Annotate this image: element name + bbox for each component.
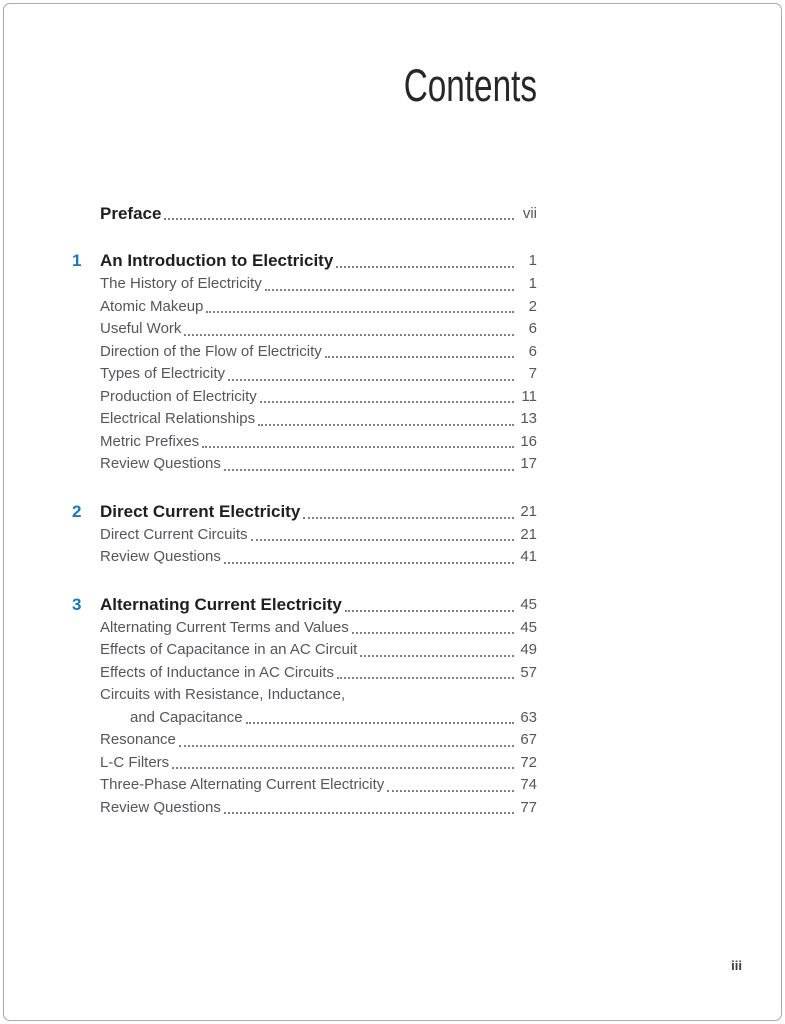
toc-entry-row [100,341,537,364]
page-number: 67 [520,731,537,748]
chapter-title: Direct Current Electricity [100,501,301,521]
leader-dots [224,812,514,814]
toc-entry-label: Review Questions [100,455,221,472]
toc-entry-row [100,617,537,640]
page-number: 63 [520,708,537,726]
page-number: 77 [520,798,537,816]
leader-dots [336,266,514,268]
toc-entry-row [100,662,537,685]
page-number: 6 [528,342,537,360]
page-number: 2 [528,297,537,315]
toc-entry-label: Circuits with Resistance, Inductance, [100,686,346,703]
leader-dots [251,539,514,541]
toc-entry-label: Direction of the Flow of Electricity [100,342,322,360]
leader-dots [265,289,514,291]
page-number: 11 [521,387,537,405]
leader-dots [345,610,514,612]
leader-dots [260,401,514,403]
toc-entry-row [100,729,537,752]
leader-dots [184,334,514,336]
toc-section-chapter-1 [72,249,537,476]
toc-entry-row [100,546,537,569]
page-number: 6 [528,320,537,337]
chapter-number: 2 [72,501,82,521]
leader-dots [172,767,514,769]
leader-dots [352,632,514,634]
page-number: 45 [520,618,537,636]
toc-entry-row [100,408,537,431]
toc-entry-label: Production of Electricity [100,387,257,405]
page-number: 17 [520,455,537,472]
toc-preface-row [72,202,537,225]
toc-entry-label: Effects of Inductance in AC Circuits [100,663,335,681]
toc-entry-label: Types of Electricity [100,365,226,382]
toc-entry-label: Direct Current Circuits [100,525,248,543]
page-number: 1 [528,275,537,292]
page-number: 74 [520,776,537,793]
page-number: 41 [520,548,537,565]
page-number: 72 [520,753,537,771]
preface-label: Preface [100,204,162,223]
leader-dots [228,379,514,381]
page-number: 1 [528,252,537,269]
toc-entry-label: Atomic Makeup [100,297,204,315]
toc-entry-row [100,752,537,775]
chapter-heading-row [72,249,537,273]
toc-entry-label: Electrical Relationships [100,410,256,427]
leader-dots [325,356,514,358]
leader-dots [387,790,514,792]
toc-entry-row [100,431,537,454]
page-number: 45 [520,595,537,613]
chapter-number: 3 [72,594,82,614]
toc-entry-label: L-C Filters [100,753,170,771]
toc-entry-row [100,453,537,476]
toc-entry-label: Review Questions [100,548,221,565]
leader-dots [360,655,514,657]
toc-section-chapter-3 [72,593,537,820]
toc-entry-row [100,318,537,341]
toc-entry-row [100,296,537,319]
page-number: 21 [520,502,537,520]
toc-section-chapter-2 [72,500,537,569]
leader-dots [202,446,514,448]
leader-dots [224,469,514,471]
leader-dots [164,218,514,220]
toc-entry-label: Three-Phase Alternating Current Electricity [100,776,385,793]
chapter-heading-row [72,500,537,524]
leader-dots [258,424,514,426]
toc-entry-label: The History of Electricity [100,275,262,292]
page-number: 13 [520,410,537,427]
toc-entry-label: Metric Prefixes [100,432,200,450]
leader-dots [179,745,514,747]
toc-entry-row [100,363,537,386]
leader-dots [337,677,514,679]
leader-dots [206,311,514,313]
page-number: vii [522,205,537,222]
page-folio: iii [731,958,742,973]
toc-entry-row [100,386,537,409]
chapter-title: An Introduction to Electricity [100,251,334,270]
page-number: 16 [520,432,537,450]
leader-dots [224,562,514,564]
toc-entry-label: Review Questions [100,798,221,816]
toc-entry-row [100,524,537,547]
page-number: 7 [528,365,537,382]
chapter-title: Alternating Current Electricity [100,594,342,614]
leader-dots [246,722,514,724]
toc-entry-continuation: and Capacitance [130,708,243,726]
toc-entry-label: Effects of Capacitance in an AC Circuit [100,641,358,658]
toc-entry-row-wrapped-line1 [100,684,537,707]
page-title: Contents [403,60,537,111]
toc-entry-row [100,797,537,820]
leader-dots [303,517,514,519]
toc-entry-row-wrapped-line2 [100,707,537,730]
toc-entry-label: Useful Work [100,320,182,337]
chapter-number: 1 [72,251,82,270]
page-number: 49 [520,641,537,658]
toc-content [72,62,537,819]
toc-entry-label: Resonance [100,731,176,748]
page-number: 57 [520,663,537,681]
toc-entry-label: Alternating Current Terms and Values [100,618,349,636]
toc-entry-row [100,774,537,797]
toc-entry-row [100,273,537,296]
table-of-contents [72,202,537,819]
chapter-heading-row [72,593,537,617]
page-number: 21 [520,525,537,543]
chapter-number-spacer [72,202,100,225]
toc-entry-row [100,639,537,662]
